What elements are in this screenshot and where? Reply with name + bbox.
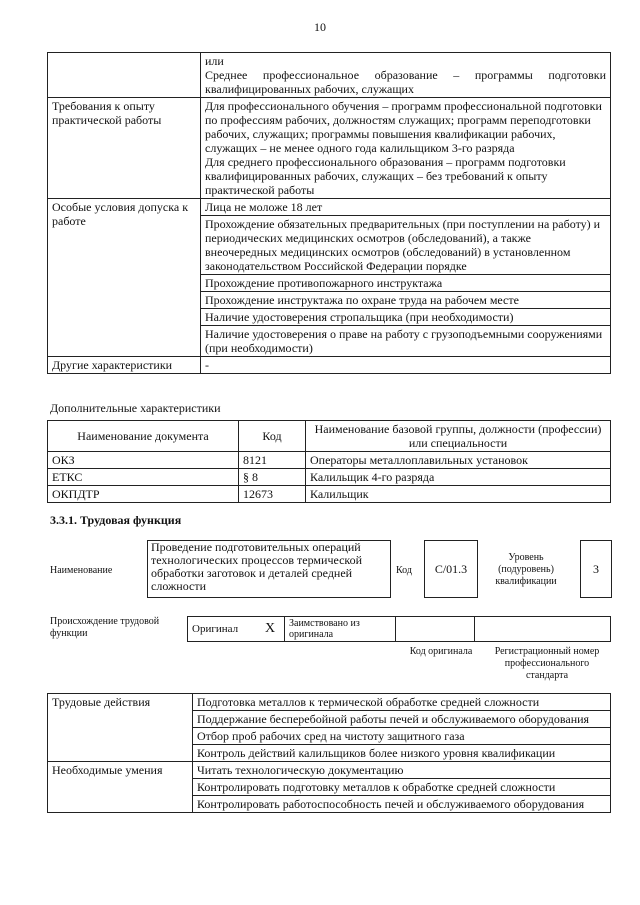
code-original-label: Код оригинала — [409, 646, 473, 657]
other-characteristics-label: Другие характеристики — [48, 357, 201, 374]
group-name-cell: Калильщик — [306, 486, 611, 503]
doc-name-cell: ОКПДТР — [48, 486, 239, 503]
required-skills-label: Необходимые умения — [48, 762, 193, 813]
skill-item: Контролировать работоспособность печей и обслуживаемого оборудования — [193, 796, 611, 813]
original-label: Оригинал — [188, 617, 257, 642]
education-cell — [201, 53, 611, 98]
qualification-level-label: Уровень (подуровень) квалификации — [495, 552, 557, 587]
experience-text-2: Для среднего профессионального образования – программ подготовки квалифицированных рабочих, служащих – без требований к опыту практической работы — [205, 155, 566, 197]
requirements-table — [47, 52, 611, 374]
qualification-level-box: 3 — [580, 540, 612, 598]
special-item: Лица не моложе 18 лет — [201, 199, 611, 216]
table-row — [48, 452, 611, 469]
experience-label: Требования к опыту практической работы — [48, 98, 201, 199]
code-cell: 12673 — [239, 486, 306, 503]
experience-cell — [201, 98, 611, 199]
doc-name-cell: ОКЗ — [48, 452, 239, 469]
skill-item: Контролировать подготовку металлов к обработке средней сложности — [193, 779, 611, 796]
code-cell: 8121 — [239, 452, 306, 469]
special-item: Прохождение противопожарного инструктажа — [201, 275, 611, 292]
section-title: 3.3.1. Трудовая функция — [50, 513, 182, 527]
column-header: Наименование базовой группы, должности (профессии) или специальности — [306, 421, 611, 452]
special-item: Прохождение обязательных предварительных (при поступлении на работу) и периодических медицинских осмотров (обследований), а также внеочередных медицинских осмотров (обследований) в установленном законодательством Российской Федерации порядке — [201, 216, 611, 275]
labor-action-item: Поддержание бесперебойной работы печей и обслуживаемого оборудования — [193, 711, 611, 728]
education-line-1: Среднее профессиональное образование – программы подготовки — [205, 68, 606, 82]
group-name-cell: Калильщик 4-го разряда — [306, 469, 611, 486]
special-item: Прохождение инструктажа по охране труда на рабочем месте — [201, 292, 611, 309]
special-conditions-label: Особые условия допуска к работе — [48, 199, 201, 357]
table-row — [48, 486, 611, 503]
table-row — [48, 762, 611, 779]
skill-item: Читать технологическую документацию — [193, 762, 611, 779]
additional-characteristics-table — [47, 420, 611, 503]
group-name-cell: Операторы металлоплавильных установок — [306, 452, 611, 469]
page-number: 10 — [314, 20, 326, 34]
education-line-2: квалифицированных рабочих, служащих — [205, 82, 414, 96]
experience-text-1: Для профессионального обучения – программ профессиональной подготовки по профессиям рабочих, должностям служащих; программ переподготовки рабочих, служащих; программы повышения квалификации рабочих, служащих – не менее одного года калильщиком 3-го разряда — [205, 99, 602, 155]
table-row — [48, 98, 611, 199]
table-row — [48, 199, 611, 216]
empty-label-cell — [48, 53, 201, 98]
table-row — [48, 357, 611, 374]
name-label: Наименование — [50, 565, 113, 576]
code-label: Код — [396, 565, 412, 576]
original-mark: X — [256, 617, 285, 642]
additional-characteristics-title: Дополнительные характеристики — [50, 401, 221, 415]
labor-actions-label: Трудовые действия — [48, 694, 193, 762]
labor-action-item: Контроль действий калильщиков более низкого уровня квалификации — [193, 745, 611, 762]
reg-number-box — [475, 617, 611, 642]
column-header: Код — [239, 421, 306, 452]
labor-action-item: Подготовка металлов к термической обработке средней сложности — [193, 694, 611, 711]
education-or: или — [205, 54, 224, 68]
origin-label: Происхождение трудовой функции — [50, 616, 160, 639]
special-item: Наличие удостоверения о праве на работу с грузоподъемными сооружениями (при необходимости) — [201, 326, 611, 357]
doc-name-cell: ЕТКС — [48, 469, 239, 486]
code-cell: § 8 — [239, 469, 306, 486]
function-name-box: Проведение подготовительных операций технологических процессов термической обработки заготовок и деталей средней сложности — [147, 540, 391, 598]
column-header: Наименование документа — [48, 421, 239, 452]
table-header-row — [48, 421, 611, 452]
borrowed-label: Заимствовано из оригинала — [285, 617, 396, 642]
labor-action-item: Отбор проб рабочих сред на чистоту защитного газа — [193, 728, 611, 745]
reg-number-label: Регистрационный номер профессионального стандарта — [494, 646, 600, 681]
table-row — [48, 694, 611, 711]
table-row — [48, 53, 611, 98]
special-item: Наличие удостоверения стропальщика (при необходимости) — [201, 309, 611, 326]
function-code-box: С/01.3 — [424, 540, 478, 598]
table-row — [48, 469, 611, 486]
origin-table — [187, 616, 611, 642]
other-characteristics-value: - — [201, 357, 611, 374]
activities-table — [47, 693, 611, 813]
code-original-box — [396, 617, 475, 642]
table-row — [188, 617, 611, 642]
